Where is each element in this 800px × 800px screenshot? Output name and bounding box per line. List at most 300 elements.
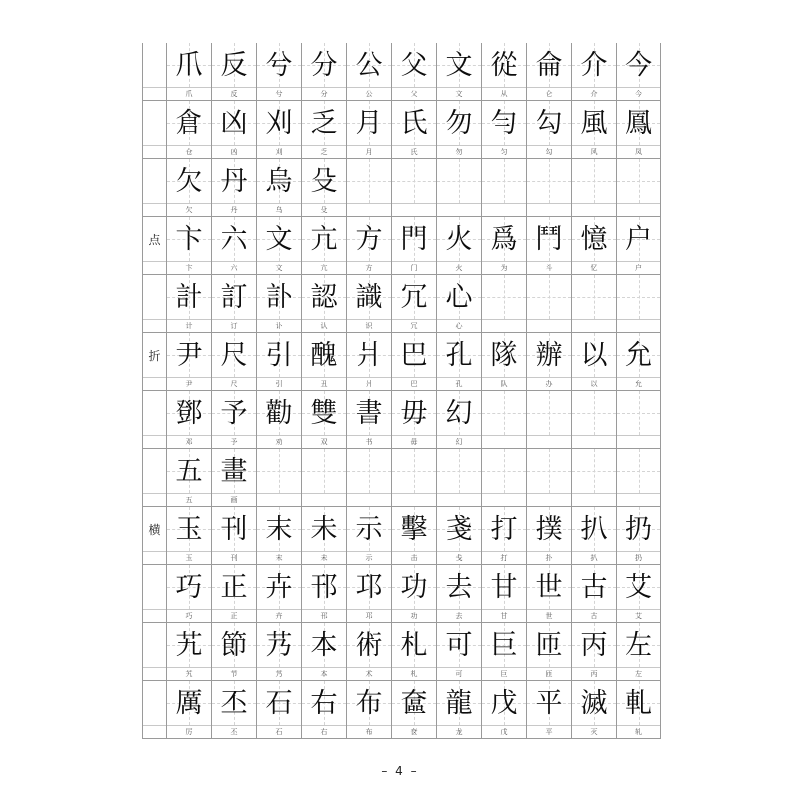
traditional-character: 匝	[535, 629, 563, 661]
tian-grid-box	[572, 449, 616, 494]
practice-cell	[256, 681, 301, 739]
practice-cell	[571, 623, 616, 681]
simplified-box	[572, 378, 616, 391]
label-spacer	[143, 204, 166, 217]
simplified-character: 邗	[320, 611, 328, 620]
tian-grid-box	[302, 391, 346, 436]
practice-cell	[211, 101, 256, 159]
practice-cell	[481, 159, 526, 217]
practice-cell	[391, 101, 436, 159]
tian-grid-box	[347, 159, 391, 204]
tian-grid-box	[212, 681, 256, 726]
tian-grid-box	[392, 507, 436, 552]
simplified-box	[167, 320, 211, 333]
tian-grid-box	[482, 623, 526, 668]
traditional-character: 反	[220, 49, 248, 81]
practice-cell	[391, 275, 436, 333]
simplified-character: 引	[275, 379, 283, 388]
tian-grid-box	[302, 333, 346, 378]
practice-cell	[436, 333, 481, 391]
simplified-character: 凤	[635, 147, 642, 156]
practice-cell	[301, 101, 346, 159]
simplified-box	[302, 320, 346, 333]
stroke-category-label	[142, 681, 166, 739]
simplified-character: 火	[455, 263, 463, 272]
simplified-character: 双	[320, 437, 328, 446]
simplified-box	[437, 726, 481, 739]
practice-cell	[436, 101, 481, 159]
simplified-box	[212, 494, 256, 507]
simplified-character: 扑	[545, 553, 553, 562]
simplified-character: 节	[230, 669, 238, 678]
simplified-box	[167, 378, 211, 391]
practice-cell	[391, 391, 436, 449]
simplified-box	[392, 146, 436, 159]
tian-grid-box	[482, 681, 526, 726]
simplified-box	[302, 204, 346, 217]
simplified-character: 予	[230, 437, 238, 446]
tian-grid-box	[257, 217, 301, 262]
practice-cell	[481, 217, 526, 275]
traditional-character: 殳	[310, 165, 338, 197]
simplified-character: 订	[230, 321, 238, 330]
practice-cell	[256, 565, 301, 623]
simplified-box	[482, 320, 526, 333]
simplified-box	[302, 262, 346, 275]
traditional-character: 隊	[490, 339, 518, 371]
tian-grid-box	[212, 565, 256, 610]
tian-grid-box	[392, 275, 436, 320]
practice-cell	[391, 159, 436, 217]
traditional-character: 訂	[220, 281, 248, 313]
practice-cell	[436, 681, 481, 739]
tian-grid-box	[437, 217, 481, 262]
tian-grid-box	[257, 43, 301, 88]
practice-cell	[211, 43, 256, 101]
practice-cell	[571, 507, 616, 565]
simplified-box	[347, 436, 391, 449]
simplified-character: 术	[365, 669, 373, 678]
simplified-character: 卞	[185, 263, 193, 272]
practice-cell	[346, 391, 391, 449]
tian-grid-box	[527, 275, 571, 320]
grid-row	[142, 217, 661, 275]
simplified-character: 门	[410, 263, 418, 272]
simplified-character: 去	[455, 611, 463, 620]
practice-cell	[571, 333, 616, 391]
stroke-category-label	[142, 159, 166, 217]
traditional-character: 醜	[310, 339, 338, 371]
simplified-box	[257, 146, 301, 159]
simplified-character: 末	[275, 553, 283, 562]
practice-cell	[346, 449, 391, 507]
simplified-box	[482, 88, 526, 101]
simplified-character: 扔	[635, 553, 642, 562]
grid-row	[142, 333, 661, 391]
traditional-character: 戔	[445, 513, 473, 545]
simplified-box	[347, 262, 391, 275]
simplified-character: 文	[275, 263, 283, 272]
simplified-character: 功	[410, 611, 418, 620]
traditional-character: 左	[625, 629, 652, 661]
traditional-character: 巴	[400, 339, 428, 371]
traditional-character: 火	[445, 223, 473, 255]
tian-grid-box	[527, 449, 571, 494]
practice-cell	[481, 43, 526, 101]
simplified-box	[617, 494, 660, 507]
practice-cell	[301, 159, 346, 217]
page-number: – 4 –	[381, 764, 419, 778]
practice-cell	[526, 391, 571, 449]
practice-cell	[481, 507, 526, 565]
calligraphy-grid-sheet	[142, 43, 661, 739]
simplified-box	[257, 552, 301, 565]
practice-cell	[526, 275, 571, 333]
traditional-character: 可	[445, 629, 473, 661]
tian-grid-box	[347, 43, 391, 88]
simplified-box	[437, 610, 481, 623]
practice-cell	[346, 623, 391, 681]
tian-grid-box	[167, 623, 211, 668]
practice-cell	[571, 217, 616, 275]
label-spacer	[143, 88, 166, 101]
practice-cell	[526, 449, 571, 507]
simplified-character: 匝	[545, 669, 553, 678]
label-spacer	[143, 262, 166, 275]
tian-grid-box	[347, 449, 391, 494]
tian-grid-box	[437, 333, 481, 378]
simplified-box	[167, 436, 211, 449]
simplified-box	[257, 610, 301, 623]
practice-cell	[391, 681, 436, 739]
traditional-character: 札	[400, 629, 428, 661]
simplified-box	[527, 88, 571, 101]
traditional-character: 父	[400, 49, 428, 81]
practice-cell	[391, 43, 436, 101]
simplified-box	[527, 726, 571, 739]
practice-cell	[166, 333, 211, 391]
simplified-box	[212, 88, 256, 101]
practice-cell	[571, 101, 616, 159]
stroke-category-label	[142, 623, 166, 681]
traditional-character: 烏	[265, 165, 293, 197]
practice-cell	[436, 565, 481, 623]
traditional-character: 兮	[265, 49, 293, 81]
simplified-box	[617, 204, 660, 217]
stroke-category-label	[142, 391, 166, 449]
tian-grid-box	[617, 681, 660, 726]
practice-cell	[526, 681, 571, 739]
stroke-category-label	[142, 217, 166, 275]
practice-cell	[301, 391, 346, 449]
simplified-box	[392, 88, 436, 101]
simplified-character: 仓	[185, 147, 193, 156]
traditional-character: 巨	[490, 629, 518, 661]
tian-grid-box	[167, 101, 211, 146]
simplified-box	[212, 552, 256, 565]
simplified-character: 允	[635, 379, 642, 388]
practice-cell	[301, 507, 346, 565]
tian-grid-box	[302, 43, 346, 88]
simplified-box	[392, 552, 436, 565]
traditional-character: 鳳	[625, 107, 652, 139]
simplified-box	[347, 320, 391, 333]
simplified-character: 艿	[275, 669, 283, 678]
tian-grid-box	[527, 101, 571, 146]
simplified-character: 孔	[455, 379, 463, 388]
stroke-category-text	[143, 101, 166, 146]
practice-cell	[571, 449, 616, 507]
traditional-character: 辦	[535, 339, 563, 371]
traditional-character: 正	[220, 571, 248, 603]
traditional-character: 六	[220, 223, 248, 255]
traditional-character: 毋	[400, 397, 428, 429]
tian-grid-box	[347, 391, 391, 436]
traditional-character: 世	[535, 571, 563, 603]
simplified-character: 为	[500, 263, 508, 272]
tian-grid-box	[527, 391, 571, 436]
simplified-box	[347, 88, 391, 101]
practice-cell	[256, 333, 301, 391]
practice-cell	[301, 43, 346, 101]
simplified-character: 五	[185, 495, 193, 504]
simplified-box	[482, 146, 526, 159]
traditional-character: 孔	[445, 339, 473, 371]
tian-grid-box	[257, 565, 301, 610]
tian-grid-box	[212, 449, 256, 494]
traditional-character: 布	[355, 687, 383, 719]
practice-cell	[166, 681, 211, 739]
simplified-box	[527, 320, 571, 333]
simplified-box	[212, 146, 256, 159]
tian-grid-box	[392, 43, 436, 88]
traditional-character: 撲	[535, 513, 563, 545]
tian-grid-box	[167, 449, 211, 494]
tian-grid-box	[572, 217, 616, 262]
traditional-character: 憶	[580, 223, 608, 255]
tian-grid-box	[302, 275, 346, 320]
simplified-box	[437, 262, 481, 275]
practice-cell	[616, 217, 661, 275]
traditional-character: 爪	[175, 49, 203, 81]
simplified-character: 戋	[455, 553, 463, 562]
simplified-character: 幻	[455, 437, 463, 446]
practice-cell	[166, 449, 211, 507]
tian-grid-box	[347, 333, 391, 378]
tian-grid-box	[167, 275, 211, 320]
practice-cell	[526, 159, 571, 217]
tian-grid-box	[572, 333, 616, 378]
tian-grid-box	[392, 217, 436, 262]
stroke-category-label	[142, 275, 166, 333]
practice-cell	[211, 623, 256, 681]
tian-grid-box	[167, 565, 211, 610]
simplified-character: 氏	[410, 147, 418, 156]
simplified-box	[257, 668, 301, 681]
practice-cell	[301, 333, 346, 391]
simplified-character: 巴	[410, 379, 418, 388]
practice-cell	[211, 391, 256, 449]
simplified-box	[347, 668, 391, 681]
traditional-character: 乏	[310, 107, 338, 139]
practice-cell	[616, 101, 661, 159]
simplified-character: 乌	[275, 205, 283, 214]
simplified-character: 以	[590, 379, 598, 388]
simplified-character: 识	[365, 321, 373, 330]
practice-cell	[571, 275, 616, 333]
tian-grid-box	[482, 449, 526, 494]
tian-grid-box	[527, 333, 571, 378]
simplified-box	[572, 204, 616, 217]
simplified-box	[392, 204, 436, 217]
simplified-box	[617, 436, 660, 449]
simplified-box	[572, 88, 616, 101]
simplified-box	[257, 726, 301, 739]
simplified-character: 示	[365, 553, 373, 562]
simplified-character: 艽	[185, 669, 193, 678]
tian-grid-box	[257, 159, 301, 204]
tian-grid-box	[302, 101, 346, 146]
practice-cell	[346, 159, 391, 217]
simplified-box	[482, 552, 526, 565]
label-spacer	[143, 610, 166, 623]
traditional-character: 滅	[580, 687, 608, 719]
tian-grid-box	[212, 43, 256, 88]
simplified-box	[572, 610, 616, 623]
stroke-category-text	[143, 43, 166, 88]
simplified-character: 戊	[500, 727, 508, 736]
simplified-character: 邛	[365, 611, 373, 620]
simplified-character: 打	[500, 553, 508, 562]
traditional-character: 龍	[445, 687, 473, 719]
grid-row	[142, 623, 661, 681]
practice-cell	[526, 565, 571, 623]
practice-cell	[256, 159, 301, 217]
practice-cell	[256, 507, 301, 565]
traditional-character: 邛	[355, 571, 383, 603]
simplified-character: 欠	[185, 205, 193, 214]
simplified-character: 认	[320, 321, 328, 330]
simplified-character: 尺	[230, 379, 238, 388]
simplified-character: 古	[590, 611, 598, 620]
traditional-character: 亢	[310, 223, 338, 255]
tian-grid-box	[392, 333, 436, 378]
simplified-box	[347, 146, 391, 159]
simplified-box	[482, 610, 526, 623]
tian-grid-box	[212, 217, 256, 262]
traditional-character: 巧	[175, 571, 203, 603]
practice-cell	[211, 217, 256, 275]
practice-cell	[526, 43, 571, 101]
practice-cell	[526, 217, 571, 275]
simplified-box	[572, 552, 616, 565]
tian-grid-box	[347, 101, 391, 146]
traditional-character: 石	[265, 687, 293, 719]
simplified-box	[482, 378, 526, 391]
practice-cell	[481, 681, 526, 739]
traditional-character: 勻	[490, 107, 518, 139]
practice-cell	[346, 681, 391, 739]
simplified-box	[347, 610, 391, 623]
stroke-category-text	[143, 275, 166, 320]
practice-cell	[436, 275, 481, 333]
simplified-character: 讣	[275, 321, 283, 330]
simplified-character: 分	[320, 89, 328, 98]
tian-grid-box	[617, 43, 660, 88]
simplified-character: 父	[410, 89, 418, 98]
practice-cell	[571, 391, 616, 449]
simplified-box	[527, 262, 571, 275]
tian-grid-box	[527, 217, 571, 262]
simplified-character: 邓	[185, 437, 193, 446]
simplified-character: 凶	[230, 147, 238, 156]
simplified-box	[212, 610, 256, 623]
tian-grid-box	[617, 623, 660, 668]
practice-cell	[211, 449, 256, 507]
simplified-box	[437, 88, 481, 101]
tian-grid-box	[572, 43, 616, 88]
simplified-character: 丑	[320, 379, 328, 388]
tian-grid-box	[302, 623, 346, 668]
simplified-box	[302, 146, 346, 159]
simplified-box	[212, 262, 256, 275]
traditional-character: 術	[355, 629, 383, 661]
simplified-character: 玉	[185, 553, 193, 562]
simplified-character: 丕	[230, 727, 238, 736]
practice-cell	[166, 391, 211, 449]
simplified-character: 扒	[590, 553, 598, 562]
tian-grid-box	[572, 681, 616, 726]
practice-cell	[481, 101, 526, 159]
traditional-character: 以	[580, 339, 608, 371]
simplified-box	[572, 494, 616, 507]
practice-cell	[436, 159, 481, 217]
tian-grid-box	[392, 391, 436, 436]
simplified-box	[572, 146, 616, 159]
simplified-character: 平	[545, 727, 553, 736]
grid-row	[142, 391, 661, 449]
traditional-character: 卉	[265, 571, 293, 603]
tian-grid-box	[257, 333, 301, 378]
traditional-character: 戊	[490, 687, 518, 719]
traditional-character: 欠	[175, 165, 203, 197]
tian-grid-box	[572, 391, 616, 436]
simplified-box	[302, 668, 346, 681]
simplified-box	[212, 726, 256, 739]
simplified-box	[527, 668, 571, 681]
practice-cell	[256, 275, 301, 333]
traditional-character: 丙	[580, 629, 608, 661]
stroke-category-text	[143, 565, 166, 610]
tian-grid-box	[482, 507, 526, 552]
simplified-box	[167, 204, 211, 217]
tian-grid-box	[257, 623, 301, 668]
tian-grid-box	[482, 333, 526, 378]
tian-grid-box	[167, 217, 211, 262]
practice-cell	[436, 449, 481, 507]
tian-grid-box	[482, 101, 526, 146]
simplified-box	[167, 668, 211, 681]
tian-grid-box	[437, 391, 481, 436]
stroke-category-label	[142, 449, 166, 507]
simplified-box	[212, 378, 256, 391]
traditional-character: 節	[220, 629, 248, 661]
practice-cell	[256, 101, 301, 159]
simplified-character: 灭	[590, 727, 598, 736]
tian-grid-box	[302, 217, 346, 262]
traditional-character: 從	[490, 49, 518, 81]
simplified-box	[347, 552, 391, 565]
